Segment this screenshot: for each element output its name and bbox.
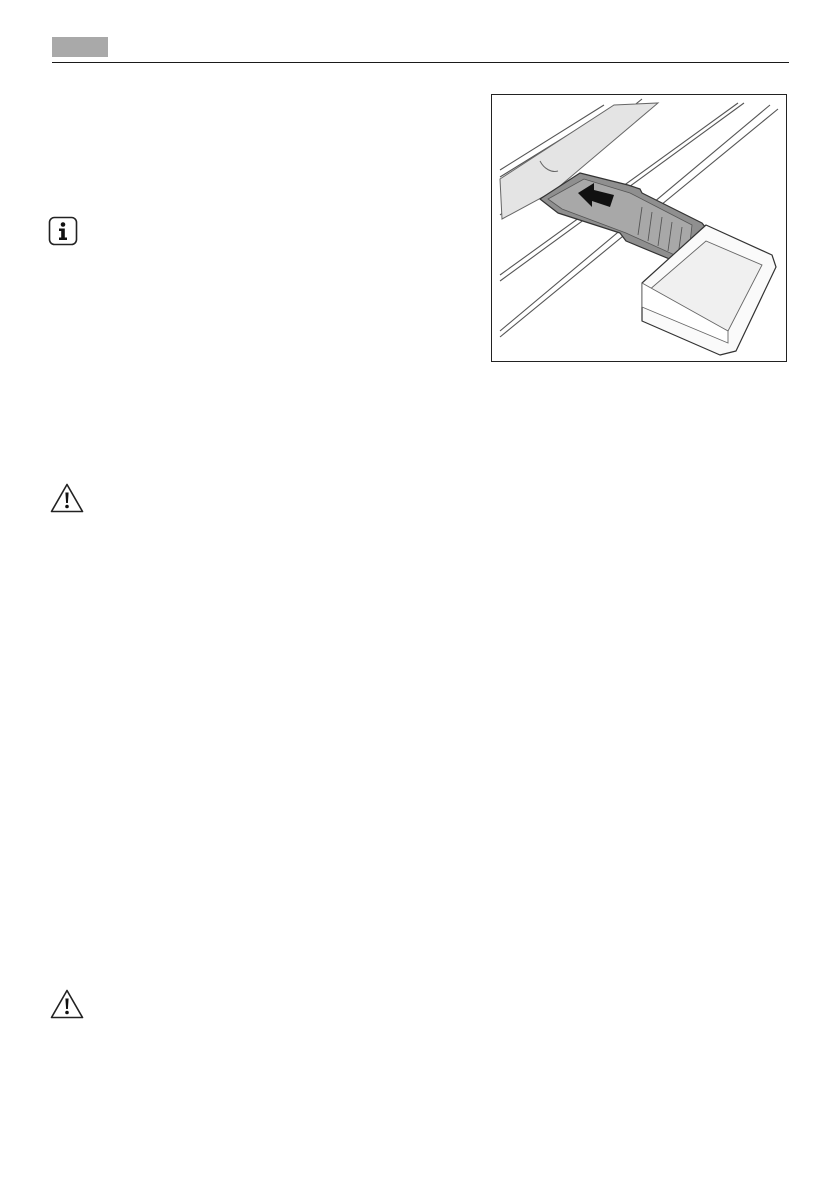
info-icon bbox=[48, 216, 78, 246]
warning-icon bbox=[49, 482, 85, 514]
warning-icon bbox=[49, 988, 85, 1020]
figure-illustration bbox=[491, 94, 787, 362]
header-rule bbox=[52, 62, 789, 63]
header-tab-marker bbox=[52, 37, 108, 57]
